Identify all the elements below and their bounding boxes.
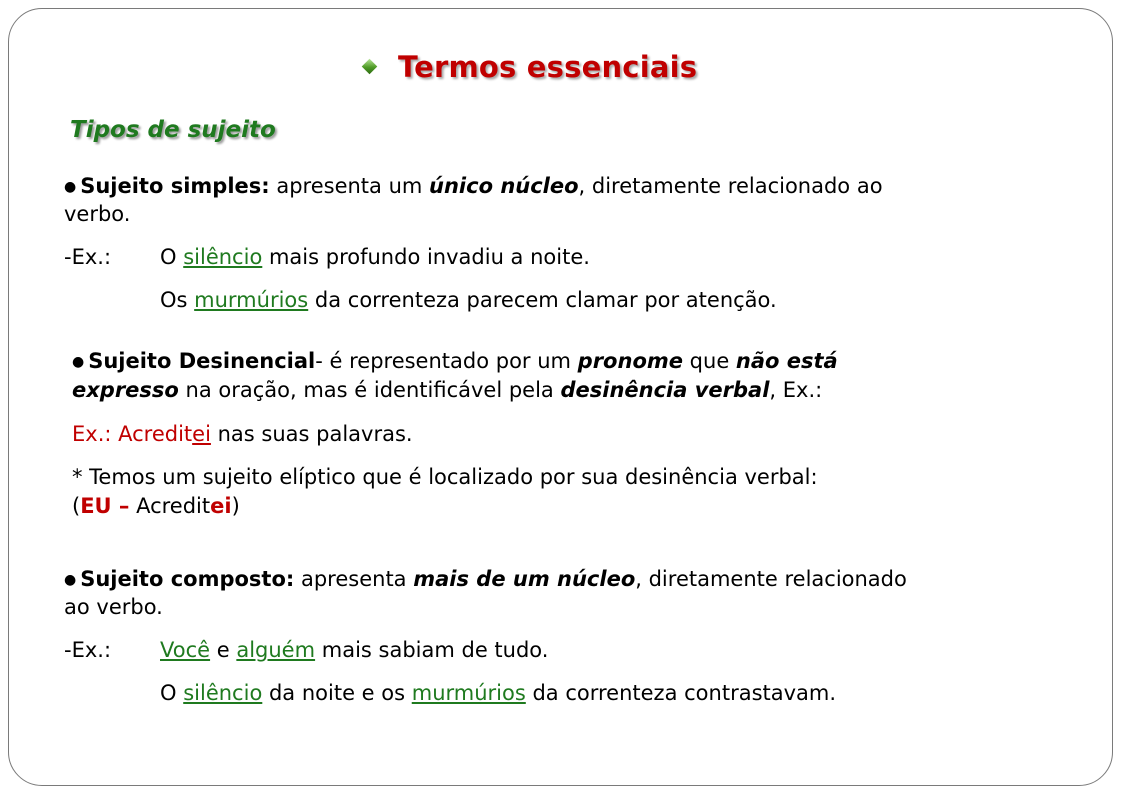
simples-emphasis: único núcleo: [429, 174, 579, 198]
composto-ex1-nucleus-2: alguém: [236, 638, 316, 662]
desinencial-text3: na oração, mas é identificável pela: [178, 378, 561, 402]
composto-text2: , diretamente relacionado: [635, 567, 907, 591]
desinencial-ex-ending: ei: [192, 422, 211, 446]
simples-label: Sujeito simples: [80, 174, 262, 198]
note-verb: Acredit: [129, 494, 211, 518]
simples-text1: apresenta um: [269, 174, 430, 198]
composto-ex2-nucleus-2: murmúrios: [411, 681, 526, 705]
desinencial-note-line2: [72, 492, 240, 520]
desinencial-text4: , Ex.:: [769, 378, 823, 402]
composto-label: Sujeito composto: [80, 567, 286, 591]
bullet-dot-icon: ●: [64, 179, 77, 195]
bullet-dot-icon: ●: [64, 572, 77, 588]
desinencial-ex-rest: nas suas palavras.: [210, 422, 413, 446]
note-close-paren: ): [231, 494, 240, 518]
composto-ex2-prefix: O: [160, 681, 184, 705]
simples-ex2-nucleus: murmúrios: [194, 288, 309, 312]
composto-example-1: [160, 636, 548, 664]
composto-ex2-nucleus-1: silêncio: [183, 681, 263, 705]
desinencial-emphasis-2: não está: [735, 349, 838, 373]
desinencial-label: Sujeito Desinencial: [88, 349, 316, 373]
simples-ex1-nucleus: silêncio: [183, 245, 263, 269]
desinencial-emphasis-4: desinência verbal: [560, 378, 770, 402]
desinencial-note-line1: * Temos um sujeito elíptico que é localizado por sua desinência verbal:: [72, 465, 818, 489]
simples-colon: :: [261, 174, 270, 198]
composto-ex2-mid: da noite e os: [262, 681, 412, 705]
composto-example-2: [160, 679, 836, 707]
desinencial-emphasis-1: pronome: [577, 349, 683, 373]
simples-example-1: [160, 243, 590, 271]
desinencial-text1: - é representado por um: [315, 349, 578, 373]
desinencial-emphasis-3: expresso: [72, 378, 179, 402]
slide-title: Termos essenciais: [398, 50, 698, 84]
composto-emphasis: mais de um núcleo: [413, 567, 636, 591]
desinencial-definition-line1: [72, 347, 838, 376]
section-subtitle: Tipos de sujeito: [70, 117, 276, 143]
composto-definition-line1: [64, 565, 907, 594]
composto-ex2-rest: da correnteza contrastavam.: [525, 681, 837, 705]
simples-definition-line2: verbo.: [64, 202, 131, 226]
note-pronoun: EU –: [80, 494, 130, 518]
simples-text2: , diretamente relacionado ao: [578, 174, 883, 198]
simples-ex1-rest: mais profundo invadiu a noite.: [262, 245, 590, 269]
simples-ex2-prefix: Os: [160, 288, 195, 312]
bullet-dot-icon: ●: [72, 354, 85, 370]
composto-ex1-nucleus-1: Você: [160, 638, 211, 662]
desinencial-text2: que: [683, 349, 736, 373]
desinencial-definition-line2: [72, 376, 822, 404]
note-ending: ei: [210, 494, 232, 518]
note-open-paren: (: [72, 494, 81, 518]
simples-example-2: [160, 286, 777, 314]
desinencial-ex-verb: Ex.: Acredit: [72, 422, 193, 446]
simples-ex1-prefix: O: [160, 245, 184, 269]
composto-colon: :: [285, 567, 295, 591]
simples-definition-line1: [64, 172, 883, 201]
composto-ex1-rest: mais sabiam de tudo.: [315, 638, 549, 662]
composto-ex1-mid: e: [210, 638, 237, 662]
composto-example-label: -Ex.:: [64, 638, 112, 662]
composto-definition-line2: ao verbo.: [64, 595, 163, 619]
composto-text1: apresenta: [294, 567, 414, 591]
desinencial-example: [72, 420, 413, 448]
simples-ex2-rest: da correnteza parecem clamar por atenção.: [308, 288, 777, 312]
simples-example-label: -Ex.:: [64, 245, 112, 269]
